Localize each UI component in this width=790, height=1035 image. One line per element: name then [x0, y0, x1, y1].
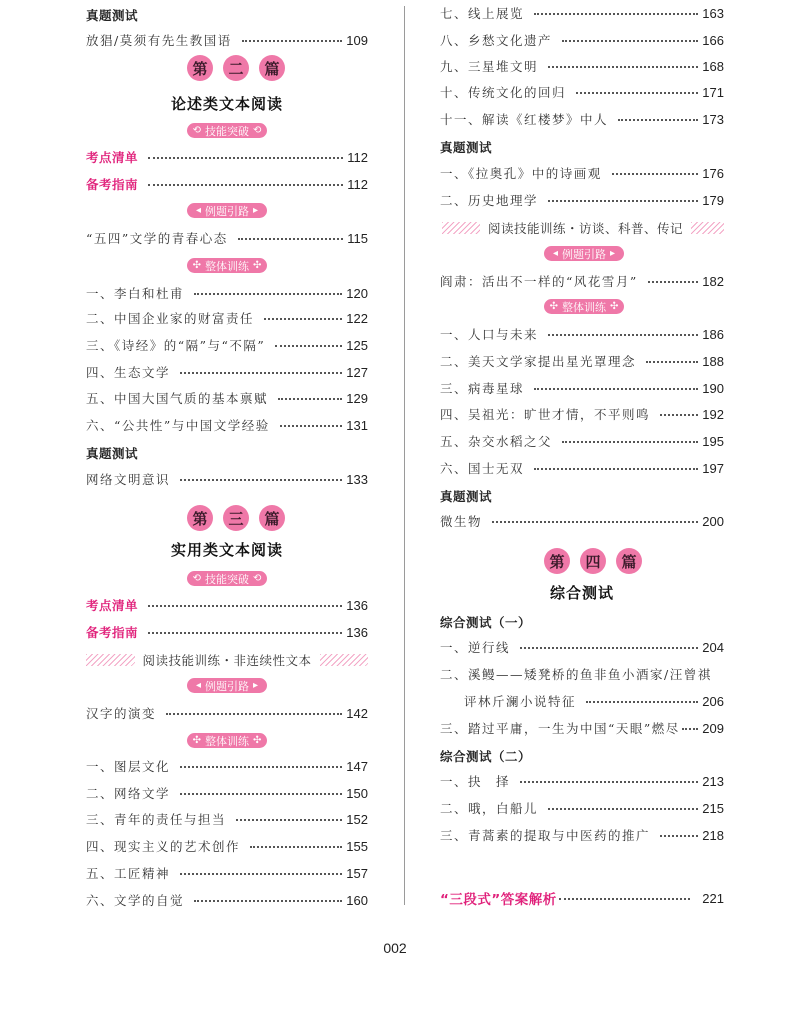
stripe-decoration	[86, 654, 135, 666]
leader-dots	[148, 157, 343, 159]
part-badge	[187, 505, 285, 531]
toc-entry[interactable]	[440, 324, 724, 344]
entry-title: 网络文明意识	[86, 472, 171, 487]
toc-entry[interactable]	[86, 890, 368, 910]
leader-dots	[278, 398, 342, 400]
entry-page: 176	[702, 165, 724, 181]
leader-dots	[238, 238, 343, 240]
leader-dots	[548, 200, 698, 202]
toc-entry[interactable]	[86, 362, 368, 382]
toc-entry[interactable]	[440, 825, 724, 845]
entry-page: 168	[702, 58, 724, 74]
leader-dots	[180, 479, 342, 481]
entry-page: 221	[702, 890, 724, 906]
leader-dots	[492, 521, 698, 523]
entry-page: 218	[702, 827, 724, 843]
entry-title: 四、生态文学	[86, 365, 171, 380]
entry-page: 129	[346, 390, 368, 406]
entry-page: 112	[347, 176, 368, 192]
leader-dots	[180, 793, 342, 795]
leader-dots	[534, 388, 698, 390]
leader-dots	[646, 361, 698, 363]
entry-title: 十、传统文化的回归	[440, 85, 567, 100]
leader-dots	[548, 66, 698, 68]
toc-entry[interactable]	[86, 756, 368, 776]
answer-key-entry[interactable]	[440, 888, 724, 908]
toc-entry[interactable]	[86, 595, 368, 615]
toc-entry[interactable]	[440, 771, 724, 791]
whole-training-pill	[187, 733, 267, 748]
toc-entry[interactable]	[440, 56, 724, 76]
arrow-left-icon: ◂	[552, 248, 558, 259]
toc-entry[interactable]	[440, 351, 724, 371]
toc-entry[interactable]	[86, 469, 368, 489]
toc-entry[interactable]	[86, 836, 368, 856]
stripe-decoration	[320, 654, 369, 666]
toc-entry[interactable]	[440, 378, 724, 398]
part-badge-char: 篇	[259, 505, 285, 531]
entry-title: 三、病毒星球	[440, 381, 525, 396]
part-badge-char: 第	[544, 548, 570, 574]
leader-dots	[148, 605, 342, 607]
skill-pill	[187, 123, 267, 138]
entry-title: 二、中国企业家的财富责任	[86, 311, 255, 326]
entry-page: 122	[346, 310, 368, 326]
pill-label: 整体训练	[205, 259, 249, 273]
section-label: 阅读技能训练・访谈、科普、传记	[488, 221, 684, 236]
toc-entry[interactable]	[86, 703, 368, 723]
entry-page: 192	[702, 406, 724, 422]
entry-page: 136	[346, 597, 368, 613]
entry-title: 考点清单	[86, 150, 139, 165]
part-badge	[187, 55, 285, 81]
entry-page: 133	[346, 471, 368, 487]
entry-title: 三、青年的责任与担当	[86, 812, 227, 827]
toc-entry[interactable]	[440, 30, 724, 50]
toc-entry[interactable]	[86, 783, 368, 803]
section-heading: 综合测试（二）	[440, 749, 532, 764]
example-pill	[187, 678, 267, 693]
toc-entry[interactable]	[440, 637, 724, 657]
sparkle-icon: ✣	[192, 260, 201, 271]
toc-entry[interactable]	[86, 809, 368, 829]
leader-dots	[242, 40, 343, 42]
entry-page: 182	[702, 273, 724, 289]
entry-title: 六、文学的自觉	[86, 893, 185, 908]
sparkle-icon: ✣	[549, 301, 558, 312]
entry-title: 八、乡愁文化遗产	[440, 33, 553, 48]
leader-dots	[548, 808, 698, 810]
entry-page: 166	[702, 32, 724, 48]
part-badge-char: 篇	[259, 55, 285, 81]
example-pill	[544, 246, 624, 261]
entry-title: 十一、解读《红楼梦》中人	[440, 112, 609, 127]
entry-page: 147	[346, 758, 368, 774]
entry-page: 186	[702, 326, 724, 342]
entry-page: 204	[702, 639, 724, 655]
entry-page: 188	[702, 353, 724, 369]
sparkle-icon: ✣	[192, 735, 201, 746]
toc-entry[interactable]	[86, 863, 368, 883]
entry-title: 二、美天文学家提出星光罩理念	[440, 354, 637, 369]
entry-page: 125	[346, 337, 368, 353]
leader-dots	[559, 898, 691, 900]
entry-page: 197	[702, 460, 724, 476]
arrow-right-icon: ▸	[610, 248, 616, 259]
toc-entry[interactable]	[86, 30, 368, 50]
leader-dots	[250, 846, 342, 848]
entry-page: 127	[346, 364, 368, 380]
toc-entry[interactable]	[440, 82, 724, 102]
leader-dots	[660, 835, 698, 837]
leader-dots	[648, 281, 699, 283]
entry-page: 173	[702, 111, 724, 127]
entry-title: 四、吴祖光：旷世才情，不平则鸣	[440, 407, 651, 422]
section-heading: 真题测试	[440, 140, 493, 155]
toc-entry[interactable]	[440, 798, 724, 818]
leader-dots	[148, 184, 343, 186]
entry-title: 三、《诗经》的“隔”与“不隔”	[86, 338, 266, 353]
entry-page: 171	[702, 84, 724, 100]
refresh-arrows-icon: ⟲	[192, 573, 201, 584]
entry-title: 六、“公共性”与中国文学经验	[86, 418, 270, 433]
entry-title: 一、抉 择	[440, 774, 511, 789]
example-pill	[187, 203, 267, 218]
leader-dots	[148, 632, 342, 634]
entry-page: 152	[346, 811, 368, 827]
toc-entry[interactable]	[440, 3, 724, 23]
entry-page: 120	[346, 285, 368, 301]
section-heading: 真题测试	[440, 489, 493, 504]
stripe-decoration	[442, 222, 480, 234]
entry-title: 放猖/莫须有先生教国语	[86, 33, 232, 48]
leader-dots	[194, 900, 342, 902]
pill-label: 技能突破	[205, 124, 249, 138]
toc-entry[interactable]	[440, 404, 724, 424]
part-badge-char: 第	[187, 505, 213, 531]
leader-dots	[618, 119, 698, 121]
entry-page: 112	[347, 149, 368, 165]
entry-page: 136	[346, 624, 368, 640]
entry-page: 190	[702, 380, 724, 396]
part-badge-char: 二	[223, 55, 249, 81]
refresh-arrows-icon: ⟲	[253, 573, 262, 584]
entry-page: 150	[346, 785, 368, 801]
entry-title: 汉字的演变	[86, 706, 157, 721]
arrow-left-icon: ◂	[195, 680, 201, 691]
toc-entry[interactable]	[440, 511, 724, 531]
stripe-decoration	[691, 222, 724, 234]
entry-title: 评林斤澜小说特征	[464, 694, 577, 709]
entry-title: 备考指南	[86, 177, 139, 192]
leader-dots	[534, 468, 698, 470]
entry-page: 155	[346, 838, 368, 854]
sparkle-icon: ✣	[610, 301, 619, 312]
pill-label: 例题引路	[562, 247, 606, 261]
entry-title: 四、现实主义的艺术创作	[86, 839, 241, 854]
toc-entry[interactable]	[86, 174, 368, 194]
toc-entry[interactable]	[440, 271, 724, 291]
toc-entry[interactable]	[86, 415, 368, 435]
section-label: 阅读技能训练・非连续性文本	[142, 653, 312, 668]
leader-dots	[180, 766, 342, 768]
entry-page: 215	[702, 800, 724, 816]
leader-dots	[660, 414, 698, 416]
sparkle-icon: ✣	[253, 260, 262, 271]
pill-label: 例题引路	[205, 204, 249, 218]
toc-entry[interactable]	[440, 163, 724, 183]
column-divider	[404, 6, 405, 905]
part-badge-char: 第	[187, 55, 213, 81]
pill-label: 整体训练	[562, 300, 606, 314]
leader-dots	[180, 372, 342, 374]
entry-page: 213	[702, 773, 724, 789]
leader-dots	[612, 173, 699, 175]
leader-dots	[236, 819, 342, 821]
entry-title: 考点清单	[86, 598, 139, 613]
toc-entry[interactable]	[440, 431, 724, 451]
part-title: 实用类文本阅读	[170, 541, 283, 559]
entry-title: 二、历史地理学	[440, 193, 539, 208]
part-badge-char: 篇	[616, 548, 642, 574]
toc-entry[interactable]	[86, 335, 368, 355]
pill-label: 技能突破	[205, 572, 249, 586]
part-title: 综合测试	[549, 584, 614, 602]
entry-title: 三、踏过平庸，一生为中国“天眼”燃尽	[440, 721, 680, 736]
refresh-arrows-icon: ⟲	[253, 125, 262, 136]
toc-entry[interactable]	[86, 283, 368, 303]
entry-title: 一、李白和杜甫	[86, 286, 185, 301]
toc-entry[interactable]	[464, 691, 724, 711]
leader-dots	[280, 425, 343, 427]
entry-page: 179	[702, 192, 724, 208]
pill-label: 例题引路	[205, 679, 249, 693]
whole-training-pill	[187, 258, 267, 273]
toc-entry[interactable]	[440, 458, 724, 478]
arrow-left-icon: ◂	[195, 205, 201, 216]
leader-dots	[576, 92, 698, 94]
leader-dots	[264, 318, 342, 320]
entry-title: 一、逆行线	[440, 640, 511, 655]
toc-entry[interactable]	[86, 228, 368, 248]
leader-dots	[166, 713, 342, 715]
toc-entry[interactable]	[440, 109, 724, 129]
part-badge-char: 三	[223, 505, 249, 531]
entry-page: 160	[346, 892, 368, 908]
leader-dots	[275, 345, 342, 347]
entry-page: 109	[346, 32, 368, 48]
whole-training-pill	[544, 299, 624, 314]
entry-page: 163	[702, 5, 724, 21]
leader-dots	[520, 781, 698, 783]
entry-page: 200	[702, 513, 724, 529]
entry-title: 五、杂交水稻之父	[440, 434, 553, 449]
sparkle-icon: ✣	[253, 735, 262, 746]
section-banner	[442, 218, 724, 238]
entry-title: 三、青蒿素的提取与中医药的推广	[440, 828, 651, 843]
leader-dots	[194, 293, 342, 295]
toc-entry[interactable]	[86, 147, 368, 167]
entry-page: 142	[346, 705, 368, 721]
entry-title: 一、图层文化	[86, 759, 171, 774]
leader-dots	[682, 728, 699, 730]
leader-dots	[562, 40, 698, 42]
part-badge	[544, 548, 642, 574]
entry-title: “三段式”答案解析	[440, 892, 557, 908]
entry-page: 157	[346, 865, 368, 881]
toc-entry[interactable]	[440, 664, 724, 684]
leader-dots	[586, 701, 698, 703]
entry-page: 195	[702, 433, 724, 449]
leader-dots	[562, 441, 698, 443]
toc-entry[interactable]	[440, 190, 724, 210]
leader-dots	[180, 873, 342, 875]
entry-page: 115	[347, 230, 368, 246]
leader-dots	[534, 13, 698, 15]
entry-title: “五四”文学的青春心态	[86, 231, 228, 246]
entry-title: 六、国士无双	[440, 461, 525, 476]
part-badge-char: 四	[580, 548, 606, 574]
section-heading: 真题测试	[86, 446, 139, 461]
toc-entry[interactable]	[86, 388, 368, 408]
skill-pill	[187, 571, 267, 586]
toc-entry[interactable]	[86, 622, 368, 642]
entry-page: 206	[702, 693, 724, 709]
leader-dots	[548, 334, 698, 336]
arrow-right-icon: ▸	[253, 680, 259, 691]
entry-title: 微生物	[440, 514, 483, 529]
entry-title: 备考指南	[86, 625, 139, 640]
section-heading: 真题测试	[86, 8, 139, 23]
entry-title: 阎肃：活出不一样的“风花雪月”	[440, 274, 638, 289]
entry-title: 一、《拉奥孔》中的诗画观	[440, 166, 602, 181]
entry-title: 二、网络文学	[86, 786, 171, 801]
arrow-right-icon: ▸	[253, 205, 259, 216]
entry-title: 一、人口与未来	[440, 327, 539, 342]
leader-dots	[520, 647, 698, 649]
section-heading: 综合测试（一）	[440, 615, 532, 630]
section-banner	[86, 650, 368, 670]
entry-title: 二、溪鳗——矮凳桥的鱼非鱼小酒家/汪曾祺	[440, 667, 712, 682]
entry-page: 131	[346, 417, 368, 433]
toc-entry[interactable]	[86, 308, 368, 328]
entry-title: 五、工匠精神	[86, 866, 171, 881]
entry-title: 二、哦，白船儿	[440, 801, 539, 816]
pill-label: 整体训练	[205, 734, 249, 748]
part-title: 论述类文本阅读	[170, 95, 283, 113]
entry-page: 209	[702, 720, 724, 736]
entry-title: 九、三星堆文明	[440, 59, 539, 74]
page-number: 002	[383, 940, 407, 956]
entry-title: 七、线上展览	[440, 6, 525, 21]
toc-entry[interactable]	[440, 718, 724, 738]
entry-title: 五、中国大国气质的基本禀赋	[86, 391, 269, 406]
refresh-arrows-icon: ⟲	[192, 125, 201, 136]
